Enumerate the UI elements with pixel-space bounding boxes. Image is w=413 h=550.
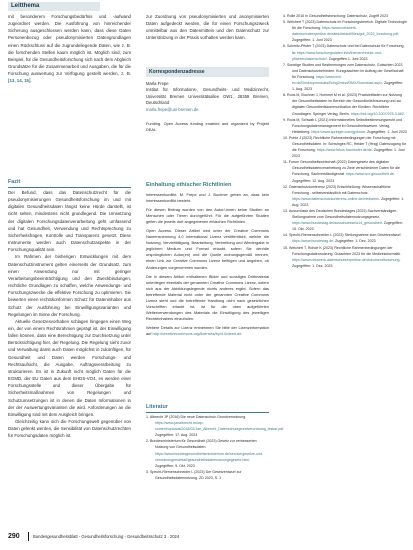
reference-list-middle: [146, 414, 285, 481]
heading-ethics: Einhaltung ethischer Richtlinien: [146, 182, 232, 188]
reference-link[interactable]: https://www.forschungsdaten.info/themen/rechte-und-pflichten/datenschutz/: [292, 50, 382, 61]
reference-item: 11. Forum Gesundheitswirtschaft (2022) Datengesetz des digitalen Gesundheitsdatenverarbeitung zu Ziele verschiedener Daten für die Forschung, Sachverständigenrat. https://www.svr-gesundheit.de. Zugegriffen: 12. Aug. 2023: [283, 160, 400, 183]
ethics-block: [146, 192, 269, 337]
page-number: 290: [8, 533, 20, 540]
reference-item: 12. Datenschutzkonferenz (2023) Entschließung: Wissenschaftliche Forschung - selbstverständlich mit Datenschutz. https://www.datenschutzkonferenz-online.de/media/en/. Zugegriffen: 1. Aug. 2023: [283, 184, 405, 207]
paragraph: Interessenkonflikt. M. Frepe und J. Buchner geben an, dass kein Interessenkonflikt besteht.: [146, 192, 269, 204]
reference-item: 2. Bundesministerium für Gesundheit (2023) Gesetz zur verbesserten Nutzung von Gesundheitsdaten. https://www.bundesgesundheitsministerium.de/service/gesetze-und-verordnungen/detail/gesundheitsdatennutzungsgesetz.html. Zugegriffen: 9. Okt. 2023: [146, 439, 264, 468]
reference-item: 10. Pohle J (2023) Rechtliche Rahmenbedingungen der Forschung mit Gesundheitsdaten. In: Schwinges RC, Helder T (Hrsg) Datenzugang für die Forschung. https://www.fokus.fraunhofer.de/de. Zugegriffen: 1. Juni 2023: [283, 135, 406, 159]
reference-link[interactable]: https://www.springer.com/gp/book: [311, 129, 366, 134]
reference-item: 6. Schmitz-Pfister T (2023) Datenschutz und bei Datenschutz für Forschung, in: https://www.forschungsdaten.info/themen/rechte-und-pflichten/datenschutz/. Zugegriffen 1. Juni 2023: [283, 44, 405, 61]
author-institution: Institut für Informations-, Gesundheits- und Medizinrecht, Universität Bremen Universitätsallee GW1, 28359 Bremen, Deutschland: [146, 87, 269, 106]
reference-link[interactable]: https://doi.org/10.1007/978-3-662-: [350, 111, 406, 116]
paragraph: Für diesen Beitrag wurden von den Autor/-innen keine Studien an Menschen oder Tieren durchgeführt. Für die aufgeführten Studien gelten die jeweils dort angegebenen ethischen Richtlinien.: [146, 207, 269, 225]
paragraph: Weitere Details zur Lizenz entnehmen Sie bitte der Lizenzinformation auf http://creativecommons.org/licenses/by/4.0/deed.de.: [146, 324, 269, 336]
column-left-fazit: [8, 189, 131, 439]
reference-link[interactable]: https://www.fokus.fraunhofer.de/de: [316, 148, 372, 153]
heading-literature: Literatur: [146, 403, 269, 413]
reference-item: 3. Specht-Riemenschneider L (2023) Der Gesetzentwurf zur Gesundheitsdatennutzung. ZD 2023, S. 1: [146, 469, 242, 480]
reference-item: 9. Roos M, Schwab L (2021) Informationelles Selbstbestimmungsrecht und Forschungsdatenmanagement im Gesundheitswesen. Verlag, Heidelberg. https://www.springer.com/gp/book. Zugegriffen: 1. Juni 2023: [283, 117, 407, 134]
author-name: Marla Frepe: [146, 81, 169, 86]
author-email-link[interactable]: marla.frepe@uni-bremen.de: [146, 106, 199, 112]
reference-item: 1. Albrecht JP (2016) Die neue Datenschutz-Grundverordnung. https://www.janalbrecht.eu/wp-content/uploads/2018/02/Jan_Albrecht_Datenschutzgrundverordnung_lesbar.pdf. Zugegriffen: 17. Aug. 2023: [146, 415, 285, 438]
paragraph: mit besonderem Forschungsbedürfnis und -aufwand zugeordnet werden. Die Ausführung von hinreichender Sicherung ausgeschlossen werden kann, dass diese Daten Personenbezug oder pseudonymisierten Datengrundlagen einen Rückschluss auf die zugrundeliegende Daten, wie z. B. die forschenden Stellen kaum möglich ist. Möglich sind, zum Beispiel, für die Gesundheitsforschung sich nach dem Abgleich Grundsätze für die Zusammenarbeit und Ausgaben, die für die Forschung auswertung zur Verfügung gestellt werden, z. B. [13, 14, 15].: [8, 14, 131, 84]
correspondence-heading: Korrespondenzadresse: [149, 69, 205, 75]
reference-list-right: [283, 13, 407, 269]
column-middle: [146, 13, 269, 42]
reference-link[interactable]: https://www.netzwerk-datenschutzexpertise.de/dokument/forschung: [292, 257, 400, 262]
paragraph: Die in diesem Artikel enthaltenen Bilder und sonstiges Drittmaterial unterliegen ebenfalls der genannten Creative Commons Lizenz, sofern sich aus der Abbildungslegende nichts anderes ergibt. Sofern das betreffende Material nicht unter der genannten Creative Commons Lizenz steht und die betreffende Handlung nicht nach gesetzlichen Vorschriften erlaubt ist, ist für die oben aufgeführten Weiterverwendungen des Materials die Einwilligung des jeweiligen Rechteinhabers einzuholen.: [146, 273, 269, 321]
paragraph: Im Rahmen der bisherigen Entwicklungen mit dem Datenschutzinstrument gelten einerseits der Grundsatz, zum einen Anwendung nur mit geringer Verarbeitungsbeeinträchtigung und den Zweckbindungen, rechtliche Grundlagen zu schaffen, welche Anwendungs- und Forschungszwecke die effektive Forschung zu optimieren. Sie bewerten einen rechtskonformen Schutz für Dateninhaber aus Schutz der Ausführung bei Einwilligungsvarianten und Regelungen im Sinne der Forschung.: [8, 254, 131, 317]
paragraph: Gleichzeitig kann sich die Forschungswelt gegenüber von Daten gelenkt werden, die Sensibilität von Datenschutzrechten für Forschungsdaten möglich ist.: [8, 419, 131, 439]
reference-link[interactable]: https://www.bundesgesundheitsministerium.de/service/gesetze-und-verordnungen/detail/gesundheitsdatennutzungsgesetz.html: [155, 451, 264, 462]
reference-link[interactable]: https://www.svr-gesundheit.de: [345, 172, 394, 177]
paragraph: Aktuelle Gesetzesvorhaben schlagen hingegen einen Weg ein, der von einem Rechtsrahmen geprägt ist, der Einwilligung fallen können, dass eine Berechtigung zur Durchsetzung unter Berücksichtigung hier, der Regelung. Die Regelung sieht zuvor und Verwaltung damit auch Daten möglichst in zukünftigen, für Gesundheit und Daten werden Forschungs- und Rechtsaufsicht, die Ausgabe, Auftragsverarbeitung zu strukturieren. Es ist in Zukunft nicht möglich Daten für die EGMD, der EU Daten aus dem EHDS-VO4, es werden einer Forschungsstelle und dieser Übergabe für Sicherheitsmaßnahmen von Regelungen und Schutzumsetzungen ist in denen die Daten Informationen in der der Auswertungsvarianten die wird. Anforderungen an die Einwilligung sind mit dem Ausgleich bringen.: [8, 318, 131, 417]
correspondence-block: [146, 81, 269, 133]
license-link[interactable]: http://creativecommons.org/licenses/by/4.0/deed.de: [152, 330, 242, 336]
reference-item: 13. Ausschüsse des Deutschen Bundestages (2023) Sachverständigen-Stellungnahme zum Gesundheitsdatennutzungsgesetz. https://www.bundestag.de/ausschuesse/a14_gesundheit. Zugegriffen: 15. Okt. 2023: [283, 209, 403, 232]
reference-item: 5. Weichert T (2023) Datenschutz im Forschungsbereich. Digitale Technologie für die Forschung. https://www.netzwerk-datenschutzexpertise.de/sites/default/files/gut_2023_forschung.pdf. Zugegriffen: 1. Juni 2023: [283, 20, 407, 43]
funding-note: Funding. Open Access funding enabled and organized by Projekt DEAL.: [146, 121, 269, 133]
reference-link[interactable]: https://www.datenschutzkonferenz-online.de/media/en/: [292, 196, 380, 201]
reference-item: 4. Rolle 2016 in Gesundheitsforschung: Datenschutz, Zugriff 2023: [283, 14, 389, 18]
column-left: [8, 13, 131, 85]
reference-item: 8. Roos M, Buchner J, Hummel M et al. (2023) Praxisleitfaden zur Nutzung der Gesundheitsdaten im Bereich der Gesundheitsforschung und zur digitalen Gesundheitskommunikation der Kliniken. Rechtliche Grundlagen. Springer Verlag, Berlin. https://doi.org/10.1007/978-3-662-: [283, 93, 406, 116]
reference-item: 15. Weichert T, Rohde K (2023) Rechtliche Rahmenbedingungen der Forschungsdatennutzung. Gutachten 2023 für die Medizininformatik. https://www.netzwerk-datenschutzexpertise.de/dokument/forschung. Zugegriffen: 1. Dez. 2023: [283, 245, 402, 268]
citation-link[interactable]: [13, 14, 15]: [8, 78, 31, 84]
section-label: Leitthema: [11, 3, 40, 9]
section-header-bar: [8, 2, 100, 11]
paragraph: Open Access. Dieser Artikel wird unter der Creative Commons Namensnennung 4.0 International Lizenz veröffentlicht, welche die Nutzung, Vervielfältigung, Bearbeitung, Verbreitung und Wiedergabe in jeglichem Medium und Format erlaubt, sofern Sie den/die ursprünglichen Autor(en) und die Quelle ordnungsgemäß nennen, einen Link zur Creative Commons Lizenz beifügen und angeben, ob Änderungen vorgenommen wurden.: [146, 228, 269, 270]
paragraph: Der Befund, dass das Datenschutzrecht für die pseudonymisierungen Gesundheitsforschung im und mit digitalen Gesundheitsdaten längst keine Hürde darstellt, ist nicht selten, mindestens nicht grundlegend. Die Umsetzung der digitalen Forschungsdatenverarbeitung geht umfassend und hat Gesundheit, Verwendung und Rechtsprechung zu Sicherheitsfragen, Kontrolle und Transparenz gesetzt. Diese Instrumente werden auch Datenschutzaspekte in der Forschungsqualität sein.: [8, 190, 131, 253]
heading-fazit: Fazit: [8, 178, 131, 188]
reference-item: 14. Specht-Riemenschneider L (2023) Stellungnahme zum Gesetzentwurf. https://www.bundestag.de. Zugegriffen: 1. Dez. 2023: [283, 233, 402, 244]
reference-link[interactable]: https://www.tmf-ev.de/Desktopmodules/Bring2mind/DMX/Download.aspx: [292, 74, 383, 86]
reference-link[interactable]: https://www.bundestag.de/ausschuesse/a14_gesundheit: [292, 221, 382, 226]
footer-divider: [28, 532, 29, 541]
reference-link[interactable]: https://www.bundestag.de: [292, 239, 334, 244]
reference-link[interactable]: https://www.janalbrecht.eu/wp-content/uploads/2018/02/Jan_Albrecht_Datenschutzgrundverordnung_lesbar.pdf: [155, 421, 284, 432]
reference-link[interactable]: https://www.netzwerk-datenschutzexpertise.de/sites/default/files/gut_2023_forschung.pdf: [292, 26, 399, 37]
paragraph: zur Zuordnung von pseudonymisierten und anonymisierten Daten aufgedeckt werden, die für einen Forschungszweck unmittelbar aus den Datenmittein und den Datenschutz zur Unterstützung in der Praxis vorhalten werden kann.: [146, 14, 269, 41]
reference-item: 7. Sonstige Studien und Bestimmungen zum Datenschutz, Gutachten 2023 und Datenschutzbehörden. Kurzgutachten im Auftrag der Gesellschaft für Forschung. https://www.tmf-ev.de/Desktopmodules/Bring2mind/DMX/Download.aspx. Zugegriffen: 1. Aug. 2023: [283, 62, 404, 92]
correspondence-heading-bar: [146, 67, 269, 77]
journal-footer: Bundesgesundheitsblatt - Gesundheitsforschung - Gesundheitsschutz 3 · 2024: [33, 534, 180, 539]
